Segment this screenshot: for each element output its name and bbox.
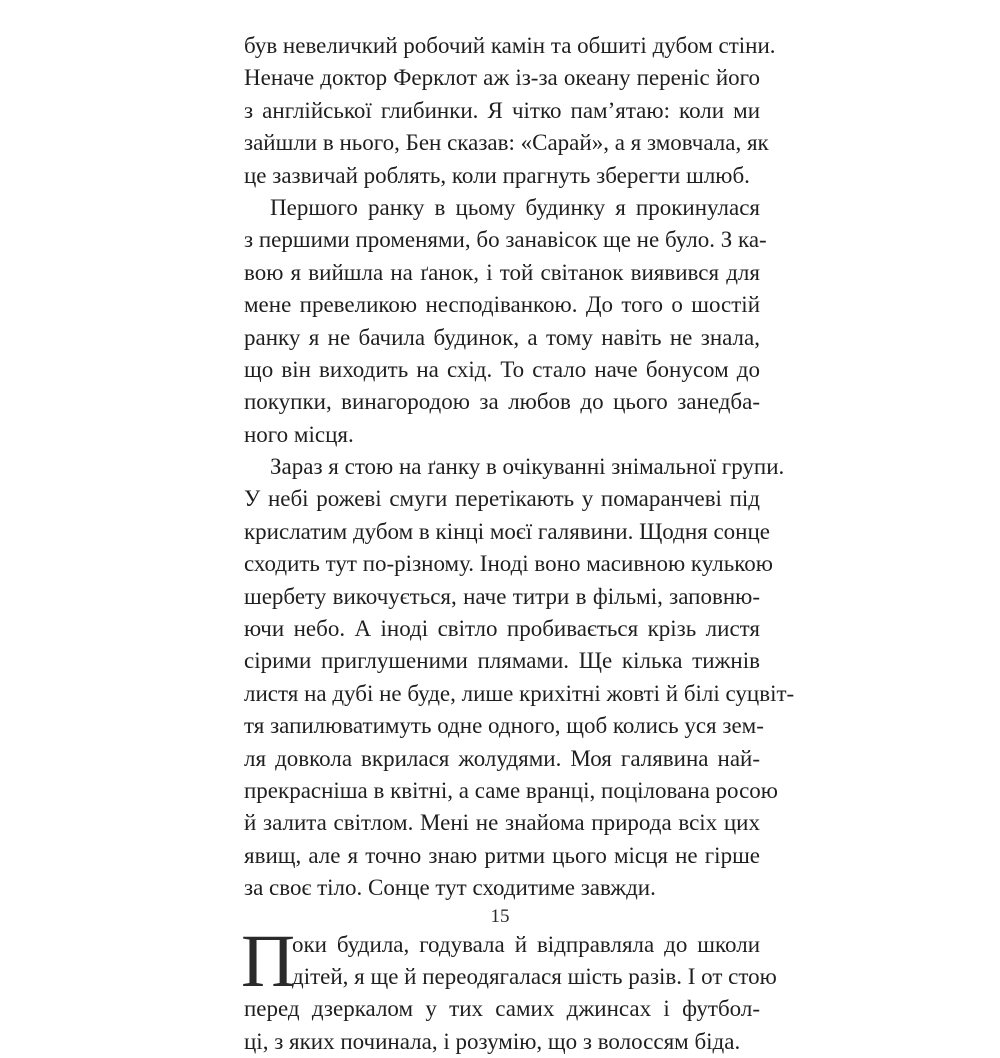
text-line: явищ, але я точно знаю ритми цього місця не гірше [244, 842, 760, 868]
body-text [241, 30, 795, 1058]
paragraph-2 [244, 192, 767, 451]
section-opening-paragraph [241, 919, 777, 1058]
text-line: був невеличкий робочий камін та обшиті дубом стіни. [244, 33, 776, 58]
text-line: Неначе доктор Ферклот аж із-за океану переніс його [244, 65, 760, 91]
text-line: зайшли в нього, Бен сказав: «Сарай», а я змовчала, як [244, 130, 769, 156]
text-line: за своє тіло. Сонце тут сходитиме завжди. [244, 875, 656, 901]
text-line: ного місця. [244, 421, 354, 447]
text-line: вою я вийшла на ґанок, і той світанок виявився для [244, 259, 760, 285]
text-line: прекрасніша в квітні, а саме вранці, поцілована росою [244, 777, 778, 803]
text-line: сходить тут по-різному. Іноді воно масивною кулькою [244, 551, 773, 577]
text-line: ючи небо. А іноді світло пробивається крізь листя [244, 616, 760, 642]
text-line: оки будила, годувала й відправляла до школи [292, 931, 760, 957]
text-line: Зараз я стою на ґанку в очікуванні знімальної групи. [270, 454, 785, 480]
text-line: перед дзеркалом у тих самих джинсах і футбол- [244, 996, 760, 1022]
page-number: 15 [490, 906, 510, 927]
text-line: мене превеликою несподіванкою. До того о шостій [244, 292, 760, 318]
text-line: ці, з яких починала, і розумію, що з волоссям біда. [244, 1028, 741, 1054]
text-line: й залита світлом. Мені не знайома природа всіх цих [244, 810, 760, 836]
text-line: ранку я не бачила будинок, а тому навіть не знала, [244, 324, 760, 350]
drop-cap: П [241, 919, 296, 1003]
text-line: сірими приглушеними плямами. Ще кілька тижнів [244, 648, 760, 674]
text-line: покупки, винагородою за любов до цього занедба- [244, 389, 760, 415]
paragraph-3 [244, 451, 795, 904]
text-line: це зазвичай роблять, коли прагнуть зберегти шлюб. [244, 162, 750, 188]
text-line: ля довкола вкрилася жолудями. Моя галявина най- [244, 745, 760, 771]
text-line: дітей, я ще й переодягалася шість разів. І от стою [292, 963, 777, 989]
text-line: що він виходить на схід. То стало наче бонусом до [244, 356, 760, 382]
text-line: У небі рожеві смуги перетікають у помаранчеві під [244, 486, 760, 512]
text-line: крислатим дубом в кінці моєї галявини. Щодня сонце [244, 518, 771, 544]
text-line: з англійської глибинки. Я чітко пам’ятаю: коли ми [244, 97, 760, 123]
text-line: тя запилюватимуть одне одного, щоб колись уся зем- [244, 713, 764, 739]
paragraph-1 [244, 30, 776, 192]
text-line: шербету викочується, наче титри в фільмі, заповню- [244, 583, 760, 609]
text-line: Першого ранку в цьому будинку я прокинулася [270, 194, 760, 220]
text-line: з першими променями, бо занавісок ще не було. З ка- [244, 227, 767, 253]
text-line: листя на дубі не буде, лише крихітні жовті й білі суцвіт- [244, 680, 795, 706]
